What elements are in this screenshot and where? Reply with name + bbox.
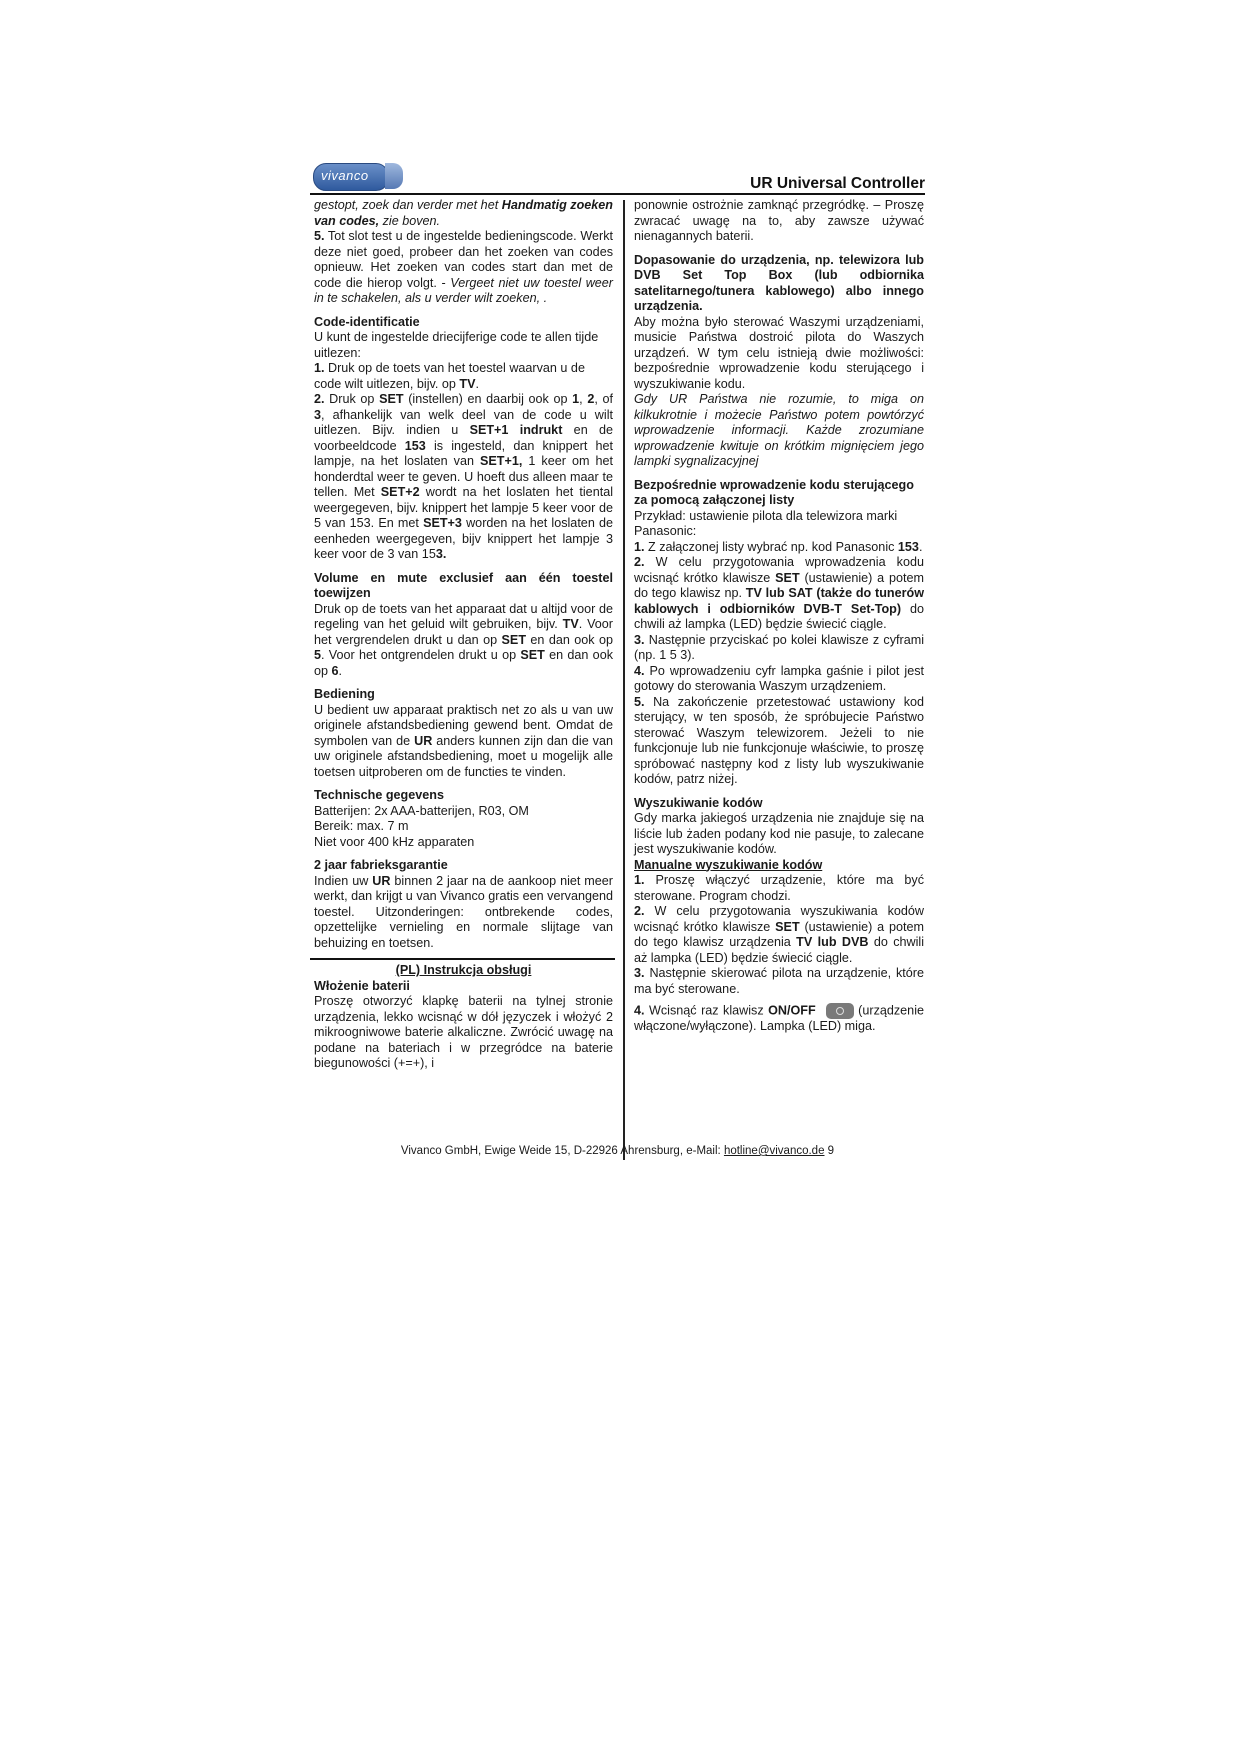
adaptation-paragraph: Aby można było sterować Waszymi urządzeniami, musicie Państwa dostroić pilota do Waszych urządzeń. W tym celu istnieją dwie możliwości: bezpośrednie wprowadzenie kodu sterującego i wyszukiwanie kodu.: [634, 314, 924, 391]
left-column: [314, 198, 613, 1072]
tech-spec-frequency: Niet voor 400 kHz apparaten: [314, 834, 475, 849]
page-number: 9: [824, 1145, 835, 1157]
direct-step-1: 1. Z załączonej listy wybrać np. kod Panasonic 153.: [634, 539, 923, 554]
direct-step-4: 4. Po wprowadzeniu cyfr lampka gaśnie i pilot jest gotowy do sterowania Waszym urządzeniem.: [634, 663, 924, 693]
volume-paragraph: Druk op de toets van het apparaat dat u altijd voor de regeling van het geluid wilt gebruiken, bijv. TV. Voor het vergrendelen drukt u dan op SET en dan ook op 5. Voor het ontgrendelen drukt u op SET en dan ook op 6.: [314, 601, 613, 678]
intro-paragraph: gestopt, zoek dan verder met het Handmatig zoeken van codes, zie boven.: [314, 198, 613, 228]
page-footer: Vivanco GmbH, Ewige Weide 15, D-22926 Ahrensburg, e-Mail: hotline@vivanco.de 9: [400, 1145, 835, 1157]
manual-search-heading: Manualne wyszukiwanie kodów: [634, 857, 823, 872]
direct-step-3: 3. Następnie przyciskać po kolei klawisze z cyframi (np. 1 5 3).: [634, 632, 924, 662]
column-divider: [623, 200, 625, 1160]
tech-spec-range: Bereik: max. 7 m: [314, 819, 409, 833]
tech-spec-batteries: Batterijen: 2x AAA-batterijen, R03, OM: [314, 803, 529, 818]
code-identification-heading: Code-identificatie: [314, 314, 420, 329]
battery-continued: ponownie ostrożnie zamknąć przegródkę. – Proszę zwracać uwagę na to, aby zawsze używać nienagannych baterii.: [634, 198, 924, 243]
code-search-paragraph: Gdy marka jakiegoś urządzenia nie znajduje się na liście lub żaden podany kod nie pasuje, to zalecane jest wyszukiwanie kodów.: [634, 811, 924, 856]
manual-step-4: 4. Wcisnąć raz klawisz ON/OFF (urządzenie włączone/wyłączone). Lampka (LED) miga.: [634, 1003, 924, 1033]
direct-entry-intro: Przykład: ustawienie pilota dla telewizora marki Panasonic:: [634, 508, 898, 538]
section-rule: [310, 958, 615, 960]
volume-heading: Volume en mute exclusief aan één toestel toewijzen: [314, 570, 613, 600]
manual-step-2: 2. W celu przygotowania wyszukiwania kodów wcisnąć krótko klawisze SET (ustawienie) a potem do tego klawisz urządzenia TV lub DVB do chwili aż lampka (LED) będzie świecić ciągle.: [634, 904, 924, 965]
manual-page: [310, 160, 925, 1170]
code-search-heading: Wyszukiwanie kodów: [634, 795, 763, 810]
header-rule: [310, 193, 925, 195]
battery-heading: Włożenie baterii: [314, 978, 410, 993]
code-intro: U kunt de ingestelde driecijferige code te allen tijde uitlezen:: [314, 330, 599, 360]
manual-step-1: 1. Proszę włączyć urządzenie, które ma być sterowane. Program chodzi.: [634, 873, 924, 903]
vivanco-logo: [313, 163, 405, 189]
email-link[interactable]: hotline@vivanco.de: [723, 1145, 825, 1157]
direct-entry-heading: Bezpośrednie wprowadzenie kodu sterującego za pomocą załączonej listy: [634, 477, 914, 507]
code-step-1: 1. Druk op de toets van het toestel waarvan u de code wilt uitlezen, bijv. op TV.: [314, 361, 585, 391]
polish-section-title: (PL) Instrukcja obsługi: [395, 963, 532, 977]
operation-paragraph: U bedient uw apparaat praktisch net zo als u van uw originele afstandsbediening gewend bent. Omdat de symbolen van de UR anders kunnen zijn dan die van uw originele afstandsbediening, moet u mogelijk alle toetsen uitproberen om de functies te vinden.: [314, 702, 613, 779]
logo-text: vivanco: [321, 168, 369, 183]
warranty-paragraph: Indien uw UR binnen 2 jaar na de aankoop niet meer werkt, dan krijgt u van Vivanco gratis een vervangend toestel. Uitzonderingen: ontbrekende codes, opzettelijke vernieling en normale slijtage van behuizing en toetsen.: [314, 873, 613, 950]
code-step-2: 2. Druk op SET (instellen) en daarbij ook op 1, 2, of 3, afhankelijk van welk deel van de code u wilt uitlezen. Bijv. indien u SET+1 indrukt en de voorbeeldcode 153 is ingesteld, dan knippert het lampje, na het loslaten van SET+1, 1 keer om het honderdtal weer te geven. U hoeft dus alleen maar te tellen. Met SET+2 wordt na het loslaten het tiental weergegeven, bijv. knippert het lampje 5 keer voor de 5 van 153. En met SET+3 worden na het loslaten de eenheden weergegeven, bijv knippert het lampje 3 keer voor de 3 van 153.: [314, 392, 613, 561]
right-column: [634, 198, 924, 1035]
manual-step-3: 3. Następnie skierować pilota na urządzenie, które ma być sterowane.: [634, 966, 924, 996]
power-button-icon: [826, 1003, 854, 1019]
direct-step-5: 5. Na zakończenie przetestować ustawiony kod sterujący, w ten sposób, że spróbujecie Państwo sterować Waszym telewizorem. Jeżeli to nie funkcjonuje lub nie funkcjonuje właściwie, to proszę spróbować następny kod z listy lub wyszukiwanie kodów, patrz niżej.: [634, 694, 924, 786]
direct-step-2: 2. W celu przygotowania wprowadzenia kodu wcisnąć krótko klawisze SET (ustawienie) a potem do tego klawisz np. TV lub SAT (także do tunerów kablowych i odbiorników DVB-T Set-Top) do chwili aż lampka (LED) będzie świecić ciągle.: [634, 555, 925, 631]
page-header-title: UR Universal Controller: [750, 175, 925, 192]
battery-paragraph: Proszę otworzyć klapkę baterii na tylnej stronie urządzenia, lekko wcisnąć w dół języczek i włożyć 2 mikroogniwowe baterie alkaliczne. Zwrócić uwagę na podane na bateriach i w przegródce na baterie biegunowości (+=+), i: [314, 994, 613, 1070]
step-5: 5. Tot slot test u de ingestelde bedieningscode. Werkt deze niet goed, probeer dan het zoeken van codes opnieuw. Het zoeken van codes start dan met de code die hierop volgt. - Vergeet niet uw toestel weer in te schakelen, als u verder wilt zoeken, .: [314, 229, 613, 305]
adaptation-note: Gdy UR Państwa nie rozumie, to miga on kilkukrotnie i możecie Państwo potem powtórzyć wprowadzenie informacji. Każde zrozumiane wprowadzenie kwituje on krótkim mignięciem jego lampki sygnalizacyjnej: [634, 392, 924, 468]
warranty-heading: 2 jaar fabrieksgarantie: [314, 858, 448, 872]
tech-specs-heading: Technische gegevens: [314, 788, 444, 802]
adaptation-heading: Dopasowanie do urządzenia, np. telewizora lub DVB Set Top Box (lub odbiornika satelitarnego/tunera kablowego) albo innego urządzenia.: [634, 252, 924, 313]
operation-heading: Bediening: [314, 687, 375, 701]
